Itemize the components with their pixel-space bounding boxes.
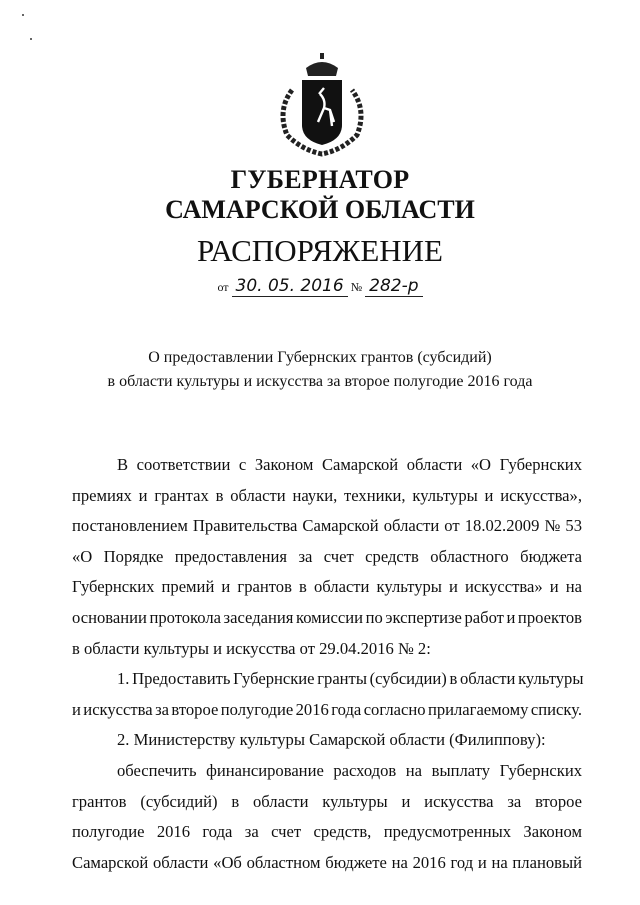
body-text-line: премиях и грантах в области науки, техники, культуры и искусства», xyxy=(72,485,582,505)
authority-title-line1: ГУБЕРНАТОР xyxy=(230,165,410,194)
handwritten-date: 30. 05. 2016 xyxy=(232,276,348,297)
document-type: РАСПОРЯЖЕНИЕ xyxy=(197,233,443,268)
date-number-line xyxy=(0,276,640,298)
coat-of-arms-emblem xyxy=(272,50,372,160)
subject-line: О предоставлении Губернских грантов (субсидий) xyxy=(148,349,492,366)
body-text-line: грантов (субсидий) в области культуры и искусства за второе xyxy=(72,791,582,811)
scan-speck xyxy=(22,14,24,16)
body-text-line: основании протокола заседания комиссии по экспертизе работ и проектов xyxy=(72,608,582,627)
body-text-line: Губернских премий и грантов в области культуры и искусства» и на xyxy=(72,577,582,597)
body-text-line: и искусства за второе полугодие 2016 года согласно прилагаемому списку. xyxy=(72,699,582,719)
handwritten-number: 282-р xyxy=(365,276,422,297)
authority-title-line2: САМАРСКОЙ ОБЛАСТИ xyxy=(165,195,475,224)
body-text-line: 2. Министерству культуры Самарской области (Филиппову): xyxy=(117,730,546,750)
body-text-line: В соответствии с Законом Самарской области «О Губернских xyxy=(117,455,582,474)
body-text-line: 1. Предоставить Губернские гранты (субсидии) в области культуры xyxy=(117,669,584,689)
body-text-line: Самарской области «Об областном бюджете на 2016 год и на плановый xyxy=(72,852,582,872)
body-text-line: в области культуры и искусства от 29.04.2016 № 2: xyxy=(72,638,431,658)
date-prefix: от xyxy=(217,280,229,294)
body-text-line: постановлением Правительства Самарской области от 18.02.2009 № 53 xyxy=(72,516,582,536)
body-text-line: полугодие 2016 года за счет средств, предусмотренных Законом xyxy=(72,822,582,842)
subject-line: в области культуры и искусства за второе полугодие 2016 года xyxy=(107,373,533,390)
body-text-line: обеспечить финансирование расходов на выплату Губернских xyxy=(117,761,582,780)
number-prefix: № xyxy=(350,280,363,294)
body-text-line: «О Порядке предоставления за счет средств областного бюджета xyxy=(72,546,582,566)
scan-speck xyxy=(30,38,32,40)
